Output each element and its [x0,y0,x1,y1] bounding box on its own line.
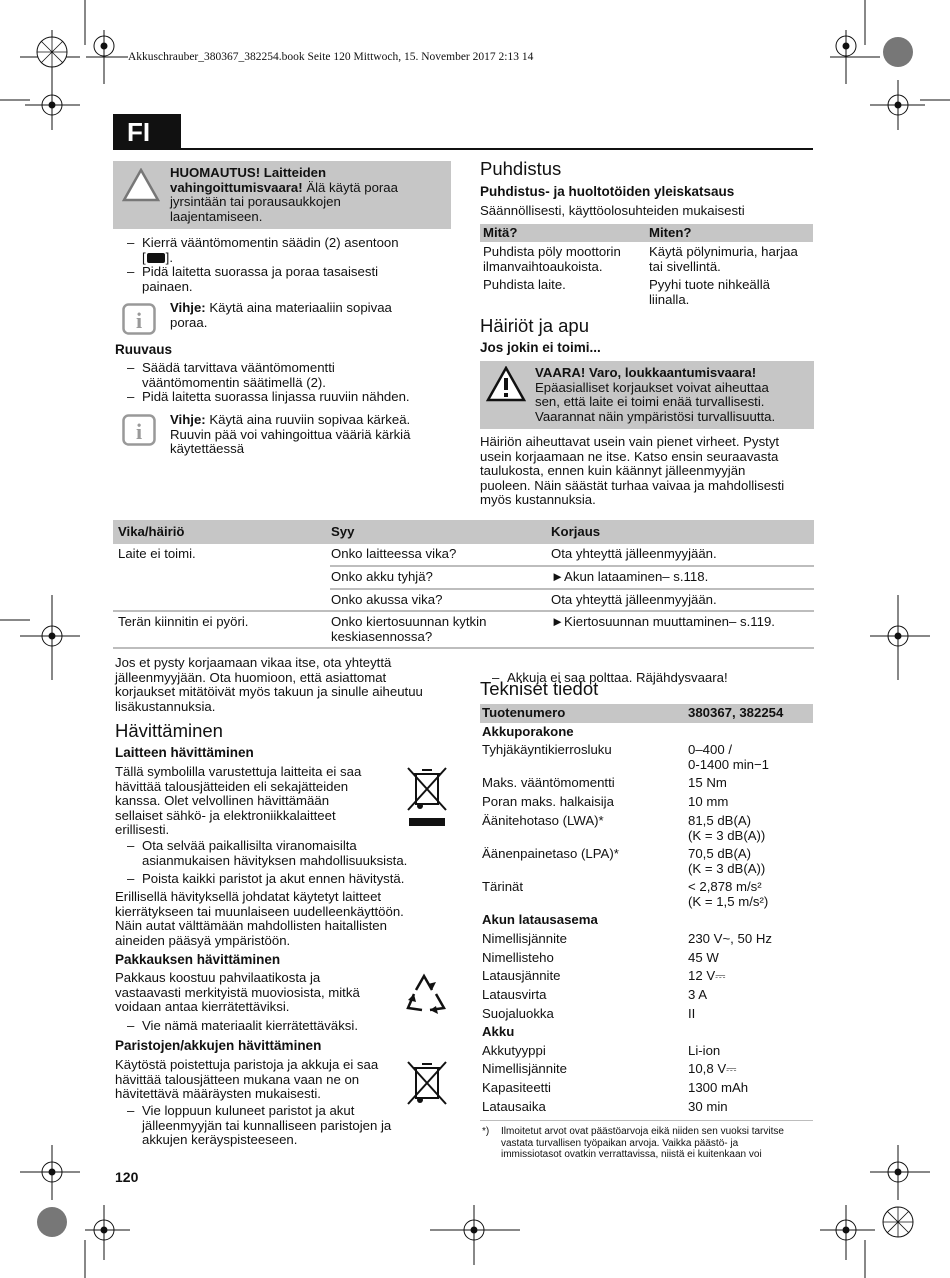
fault-row-2-fix: ►Akun lataaminen– s.118. [551,569,709,584]
laitteen-text: Tällä symbolilla varustettuja laitteita ei saa hävittää talousjätteiden eli sekajätteiden kanssa. Olet velvollinen hävittämään sellaiset sähkö- ja elektroniikkalaitteet erillisesti. [115,764,362,837]
overview-sub: Säännöllisesti, käyttöolosuhteiden mukaisesti [480,203,745,218]
laitteen-list: – Ota selvää paikallisilta viranomaisilta asianmukaisen hävityksen mahdollisuuksista. – Poista kaikki paristot ja akut ennen hävitystä. [115,839,455,887]
clean-row-1-how: Käytä pölynimuria, harjaa tai sivellintä. [649,244,798,274]
battery-bin-icon [404,1060,450,1106]
akku-warning-bullet: – Akkuja ei saa polttaa. Räjähdysvaara! [480,671,950,686]
jos-heading: Jos jokin ei toimi... [480,340,601,355]
tekniset-heading: Tekniset tiedot [480,678,599,699]
pakkaus-text: Pakkaus koostuu pahvilaatikosta ja vastaavasti merkityistä muoviosista, mitkä voidaan antaa kierrätettäviksi. [115,970,360,1014]
tip-screw: Vihje: Käytä aina ruuviin sopivaa kärkeä. Ruuvin pää voi vahingoittua vääriä kärkiä käytettäessä [170,412,411,456]
warning-text: VAARA! Varo, loukkaantumisvaara! Epäasialliset korjaukset voivat aiheuttaa sen, että laite ei toimi enää turvallisesti. Vaarannat näin ympäristösi turvallisuutta. [535,365,776,424]
fault-row-3-fix: Ota yhteyttä jälleenmyyjään. [551,592,717,607]
svg-text:i: i [135,308,143,333]
puhdistus-heading: Puhdistus [480,158,562,179]
clean-row-2-what: Puhdista laite. [483,277,566,292]
overview-heading: Puhdistus- ja huoltotöiden yleiskatsaus [480,184,735,199]
section-akun-latausasema: Akun latausasema [482,912,598,927]
erillis-text: Erillisellä hävityksellä johdatat käytetyt laitteet kierrätykseen tai muunlaiseen uudelleenkäyttöön. Näin autat välttämään mahdollisten haitallisten aineiden pääsyä ympäristöön. [115,889,404,948]
row-divider [330,588,814,590]
danger-triangle-icon [486,366,526,402]
clean-table-head: Mitä? Miten? [480,224,813,242]
fault-row-4-issue: Terän kiinnitin ei pyöri. [118,614,249,629]
fault-row-1-fix: Ota yhteyttä jälleenmyyjään. [551,546,717,561]
paristo-text: Käytöstä poistettuja paristoja ja akkuja ei saa hävittää talousjätteen mukana vaan ne on hävitettävä määräysten mukaisesti. [115,1057,379,1101]
row-divider [330,565,814,567]
fault-table-head: Vika/häiriö Syy Korjaus [113,520,814,544]
recycle-icon [400,970,452,1020]
fault-row-4-fix: ►Kiertosuunnan muuttaminen– s.119. [551,614,775,629]
hairiot-heading: Häiriöt ja apu [480,315,590,336]
page-number: 120 [115,1169,139,1185]
info-icon [122,414,156,446]
section-akku: Akku [482,1024,515,1039]
footnote-mark: *) [482,1126,490,1137]
hairio-paragraph: Häiriön aiheuttavat usein vain pienet virheet. Pystyt usein korjaamaan ne itse. Katso ensin seuraavasta taulukosta, ennen kuin käännyt jälleenmyyjän puoleen. Näin säästät turhaa vaivaa ja mahdollisesti myös kustannuksia. [480,434,785,507]
drill-instructions: – Kierrä vääntömomentin säädin (2) asentoon [ ]. – Pidä laitetta suorassa ja poraa tasaisesti painaen. [115,236,455,294]
header-rule [113,148,813,150]
weee-bin-icon [404,766,450,830]
notice-text: HUOMAUTUS! Laitteiden vahingoittumisvaara! Älä käytä poraa jyrsintään tai porausaukkojen laajentamiseen. [170,165,398,224]
torque-symbol-icon [147,253,165,263]
pakkaus-bullet: – Vie nämä materiaalit kierrätettäväksi. [115,1019,455,1034]
havittaminen-heading: Hävittäminen [115,720,223,741]
fault-row-3-cause: Onko akussa vika? [331,592,443,607]
fault-row-4-cause: Onko kiertosuunnan kytkin keskiasennossa? [331,614,487,644]
fault-row-1-cause: Onko laitteessa vika? [331,546,457,561]
warning-triangle-icon [122,168,160,202]
spec-table-head: Tuotenumero 380367, 382254 [480,704,813,723]
info-icon [122,303,156,335]
clean-row-2-how: Pyyhi tuote nihkeällä liinalla. [649,277,770,307]
row-divider [113,610,814,612]
table-bottom-rule [113,647,814,649]
pakkaus-heading: Pakkauksen hävittäminen [115,952,281,967]
footnote-text: Ilmoitetut arvot ovat päästöarvoja eikä niiden sen vuoksi tarvitse vastata turvallisen työpaikan arvoja. Vaikka päästö- ja immissiotasot ovatkin verrattavissa, niistä ei kuitenkaan voi [501,1126,784,1160]
ruuvaus-list: – Säädä tarvittava vääntömomentti vääntömomentin säätimellä (2). – Pidä laitetta suorassa linjassa ruuviin nähden. [115,361,455,405]
fault-row-1-issue: Laite ei toimi. [118,546,196,561]
repair-intro: Jos et pysty korjaamaan vikaa itse, ota yhteyttä jälleenmyyjään. Ota huomioon, että asiattomat korjaukset mitätöivät myös takuun ja sinulle aiheutuu lisäkustannuksia. [115,655,423,714]
paristo-heading: Paristojen/akkujen hävittäminen [115,1038,322,1053]
section-akkuporakone: Akkuporakone [482,724,574,739]
file-header-line: Akkuschrauber_380367_382254.book Seite 120 Mittwoch, 15. November 2017 2:13 14 [128,51,534,63]
fault-row-2-cause: Onko akku tyhjä? [331,569,433,584]
ruuvaus-heading: Ruuvaus [115,342,173,357]
language-tab: FI [113,114,181,150]
svg-text:i: i [135,419,143,444]
laitteen-heading: Laitteen hävittäminen [115,745,254,760]
paristo-list: – Vie loppuun kuluneet paristot ja akut jälleenmyyjän tai kunnalliseen paristojen ja akkujen keräyspisteeseen. [115,1104,455,1148]
tip-drill: Vihje: Käytä aina materiaaliin sopivaa poraa. [170,300,392,330]
clean-row-1-what: Puhdista pöly moottorin ilmanvaihtoaukoista. [483,244,621,274]
spec-bottom-rule [480,1120,813,1121]
